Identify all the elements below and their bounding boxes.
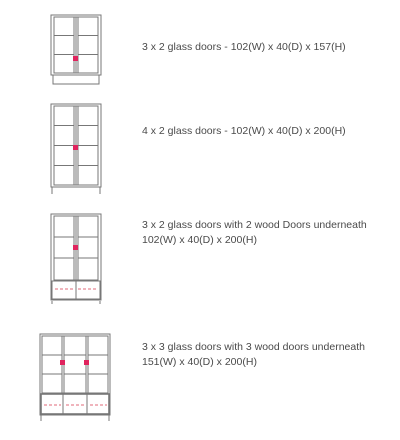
handle-icon xyxy=(84,360,89,365)
cabinet-4x2-glass-drawing xyxy=(0,103,130,195)
item-4-line2: 151(W) x 40(D) x 200(H) xyxy=(142,356,257,368)
cabinet-3x2-glass-2-wood-drawing xyxy=(0,213,130,305)
item-1-line1: 3 x 2 glass doors - 102(W) x 40(D) x 157(H) xyxy=(142,41,346,53)
cabinet-4x2-glass-illustration xyxy=(0,103,130,195)
handle-icon xyxy=(73,245,78,250)
handle-icon xyxy=(73,56,78,61)
item-2-description xyxy=(142,124,392,139)
item-3-description xyxy=(142,218,392,248)
cabinet-base xyxy=(53,75,99,84)
cabinet-3x2-glass-drawing xyxy=(0,14,130,86)
item-3-line2: 102(W) x 40(D) x 200(H) xyxy=(142,234,257,246)
cabinet-3x3-glass-3-wood-drawing xyxy=(0,333,130,423)
item-3-line1: 3 x 2 glass doors with 2 wood Doors underneath xyxy=(142,219,367,231)
handle-icon xyxy=(73,145,78,150)
item-1-description xyxy=(142,40,392,55)
cabinet-3x3-glass-3-wood-illustration xyxy=(0,333,130,423)
wood-doors-panel xyxy=(41,394,109,414)
item-4-description xyxy=(142,340,392,370)
cabinet-glass-frame xyxy=(42,336,108,393)
cabinet-3x2-glass-illustration xyxy=(0,14,130,86)
handle-icon xyxy=(60,360,65,365)
cabinet-3x2-glass-2-wood-illustration xyxy=(0,213,130,305)
item-2-line1: 4 x 2 glass doors - 102(W) x 40(D) x 200(H) xyxy=(142,125,346,137)
item-4-line1: 3 x 3 glass doors with 3 wood doors underneath xyxy=(142,341,365,353)
